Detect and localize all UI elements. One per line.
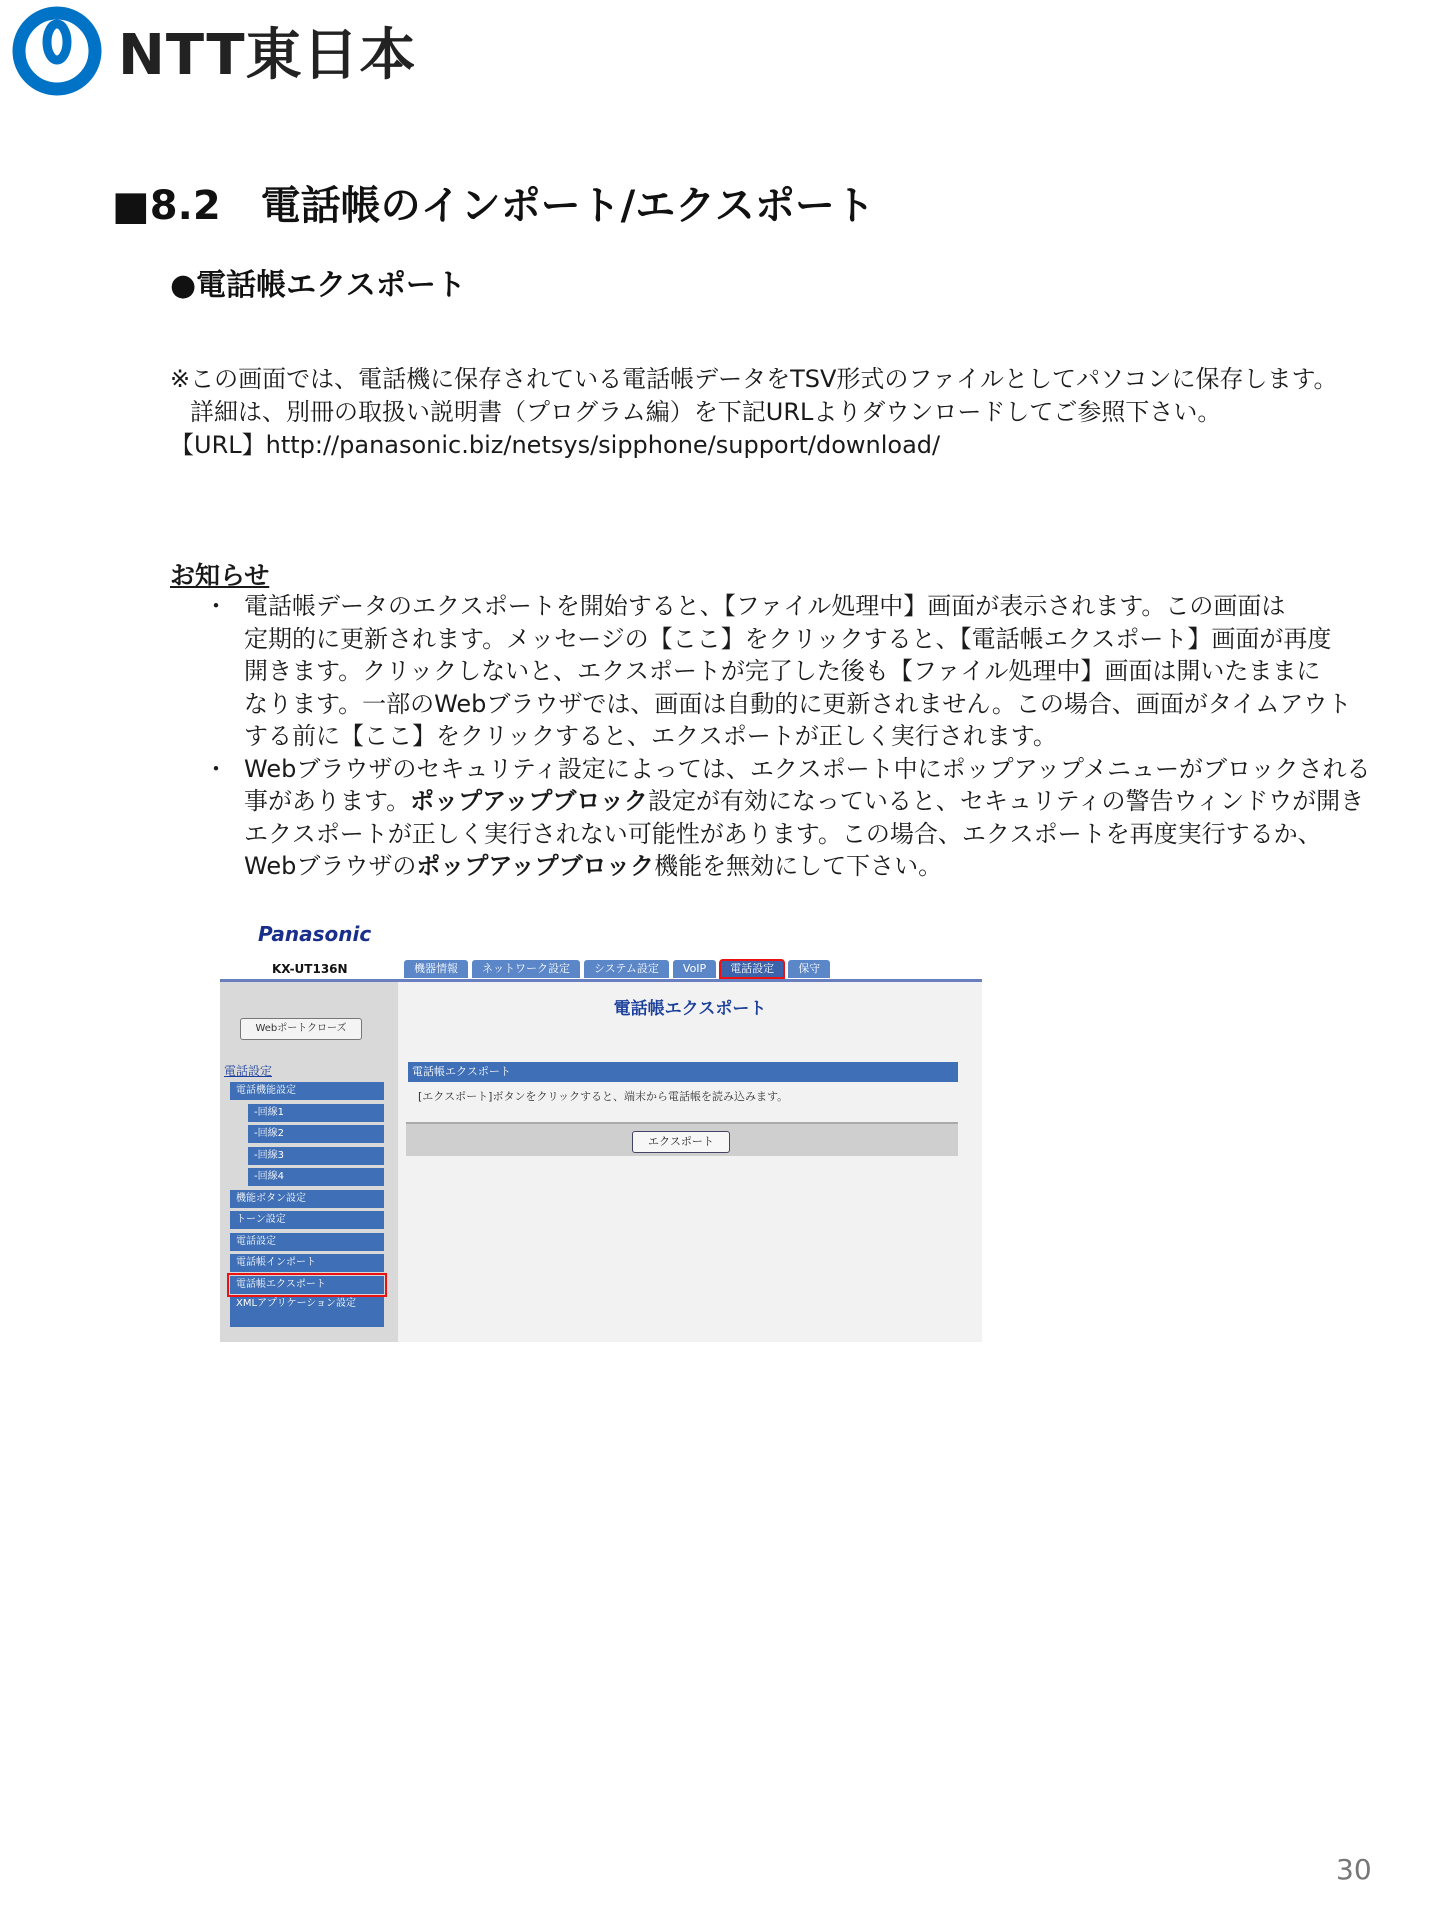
notice-heading: お知らせ	[170, 561, 270, 590]
tab-device-info[interactable]: 機器情報	[404, 960, 468, 978]
text-segment: Webブラウザの	[244, 852, 417, 880]
section-title: ■8.2 電話帳のインポート/エクスポート	[112, 183, 875, 229]
tab-voip[interactable]: VoIP	[673, 960, 716, 978]
main-title: 電話帳エクスポート	[613, 999, 767, 1019]
sidebar-items	[230, 1082, 384, 1331]
notice-line	[244, 785, 1380, 818]
tab-phone-settings[interactable]: 電話設定	[720, 960, 784, 978]
panasonic-logo: Panasonic	[258, 922, 372, 946]
logo-text: NTT東日本	[118, 23, 417, 88]
sidebar-item[interactable]: -回線2	[248, 1125, 384, 1143]
sidebar-item[interactable]: 機能ボタン設定	[230, 1190, 384, 1208]
text-segment: 設定が有効になっていると、セキュリティの警告ウィンドウが開き	[647, 787, 1365, 815]
main-panel	[398, 982, 982, 1342]
ntt-logo	[12, 6, 417, 96]
sidebar-item[interactable]: -回線4	[248, 1168, 384, 1186]
tab-network[interactable]: ネットワーク設定	[472, 960, 580, 978]
export-button[interactable]: エクスポート	[632, 1131, 730, 1153]
bold-term: ポップアップブロック	[416, 852, 655, 880]
top-tabs	[404, 960, 830, 978]
page-number: 30	[1336, 1853, 1372, 1886]
text-segment: 機能を無効にして下さい。	[654, 852, 943, 880]
bullet: ・	[204, 754, 228, 783]
sidebar-item[interactable]: -回線1	[248, 1104, 384, 1122]
notice-line: Webブラウザのセキュリティ設定によっては、エクスポート中にポップアップメニューがブロックされる	[244, 754, 1371, 783]
intro-url-line: 【URL】http://panasonic.biz/netsys/sipphone/support/download/	[170, 431, 941, 459]
notice-line	[244, 850, 1380, 883]
sidebar-item-phonebook-import[interactable]: 電話帳インポート	[230, 1254, 384, 1272]
sidebar	[220, 982, 398, 1342]
sidebar-item[interactable]: トーン設定	[230, 1211, 384, 1229]
notice-line: 定期的に更新されます。メッセージの【ここ】をクリックすると、【電話帳エクスポート】画面が再度	[244, 624, 1332, 653]
text-segment: 事があります。	[244, 787, 411, 815]
intro-line: ※この画面では、電話機に保存されている電話帳データをTSV形式のファイルとしてパソコンに保存します。	[170, 365, 1338, 393]
web-port-close-button[interactable]: Webポートクローズ	[240, 1018, 362, 1040]
section-bar: 電話帳エクスポート	[408, 1062, 958, 1082]
instruction-message: [エクスポート]ボタンをクリックすると、端末から電話帳を読み込みます。	[418, 1090, 789, 1103]
sidebar-item-xml-app[interactable]: XMLアプリケーション設定	[230, 1297, 384, 1327]
sidebar-item-phonebook-export[interactable]: 電話帳エクスポート	[230, 1276, 384, 1294]
model-name: KX-UT136N	[272, 962, 348, 976]
intro-line: 詳細は、別冊の取扱い説明書（プログラム編）を下記URLよりダウンロードしてご参照下さい。	[190, 398, 1222, 426]
notice-line: エクスポートが正しく実行されない可能性があります。この場合、エクスポートを再度実行するか、	[244, 819, 1322, 848]
notice-line: する前に【ここ】をクリックすると、エクスポートが正しく実行されます。	[244, 722, 1057, 750]
button-panel	[406, 1122, 958, 1156]
tab-maintenance[interactable]: 保守	[788, 960, 830, 978]
bold-term: ポップアップブロック	[410, 787, 648, 815]
notice-item	[200, 590, 1380, 753]
intro-text	[170, 363, 1338, 462]
device-ui-screenshot	[220, 922, 980, 1342]
notice-item	[200, 753, 1380, 883]
notice-line: 電話帳データのエクスポートを開始すると、【ファイル処理中】画面が表示されます。この画面は	[244, 592, 1286, 620]
notice-list	[200, 590, 1380, 883]
sidebar-item[interactable]: 電話機能設定	[230, 1082, 384, 1100]
notice-line: なります。一部のWebブラウザでは、画面は自動的に更新されません。この場合、画面がタイムアウト	[244, 689, 1352, 718]
sidebar-item[interactable]: 電話設定	[230, 1233, 384, 1251]
sub-title: ●電話帳エクスポート	[170, 268, 466, 303]
sidebar-item[interactable]: -回線3	[248, 1147, 384, 1165]
sidebar-heading[interactable]: 電話設定	[224, 1064, 273, 1078]
bullet: ・	[204, 592, 228, 620]
ntt-logo-icon	[12, 6, 102, 96]
tab-system[interactable]: システム設定	[584, 960, 669, 978]
notice-line: 開きます。クリックしないと、エクスポートが完了した後も【ファイル処理中】画面は開いたままに	[244, 657, 1321, 685]
